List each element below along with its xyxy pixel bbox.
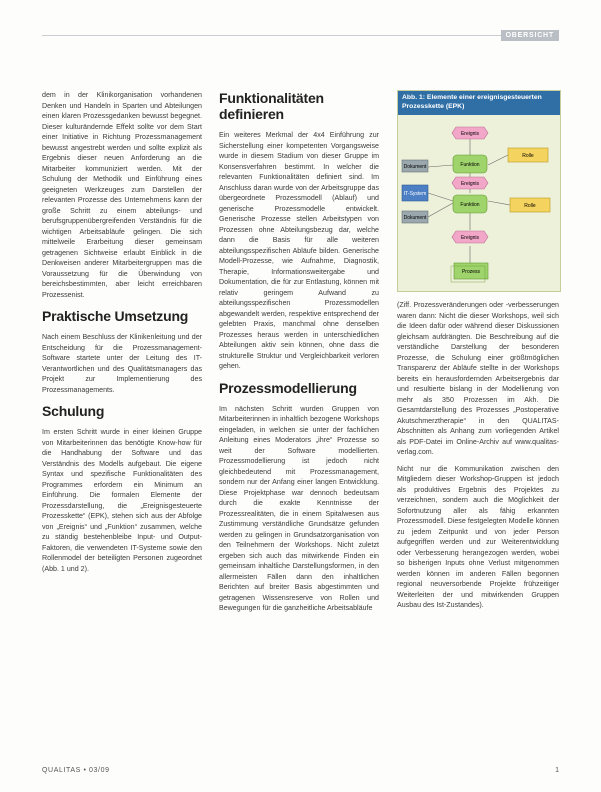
heading-schulung: Schulung	[42, 403, 105, 419]
function-label: Funktion	[460, 162, 480, 168]
function-label: Funktion	[460, 202, 480, 208]
column-2	[219, 90, 379, 620]
role-label: Rolle	[522, 153, 534, 159]
header-rule	[42, 35, 559, 36]
it-system-label: IT-System	[403, 191, 427, 197]
event-label: Ereignis	[460, 181, 480, 187]
heading-funktionalitaeten: Funktionalitäten definieren	[219, 90, 324, 122]
event-label: Ereignis	[460, 235, 480, 241]
paragraph: Im ersten Schritt wurde in einer kleinen Gruppe von Mitarbeiterinnen das benötigte Know-how für die Handhabung der Software und das Verständnis des Modells aufgebaut. Die eigene Syntax und spezifische Funktionalitäten des Programmes erfordern ein Minimum an Einführung. Die formalen Elemente der Prozessdarstellung, die „Ereignisgesteuerte Prozesskette“ (EPK), stehen sich aus der Abfolge von „Ereignis“ und „Funktion“ zusammen, welche zu ständig bestehenbleibe Input- und Output-Faktoren, die verwendeten IT-Systeme sowie den Rollenmodel der beteiligten Personen zugeordnet (Abb. 1 und 2).	[42, 428, 202, 573]
page-number: 1	[555, 767, 559, 774]
section-label: OBERSICHT	[501, 30, 559, 41]
process-label: Prozess	[461, 269, 481, 275]
heading-praktische-umsetzung: Praktische Umsetzung	[42, 308, 189, 324]
paragraph: (Ziff. Prozessveränderungen oder -verbesserungen waren dann: Nicht die dieser Workshops, weil sich die Ideen dafür oder während dieser Diskussionen gleichsam aufdrängten. Die Beschreibung auf die verständliche Darstellung der besonderen Prozesse, die Schulung einer größtmöglichen Transparenz der Abläufe stellte in der Workshops bereits ein herausfordernden Arbeitsergebnis dar und resultierte bislang in der Modellierung von mehr als 350 Prozessen im Akh. Die Gesamtdarstellung des Prozesses „Postoperative Akutschmerztherapie“ in den QUALITAS-Abschnitten als Anhang zum vorliegenden Artikel als PDF-Datei im Online-Archiv auf www.qualitas-verlag.com.	[397, 301, 559, 456]
epk-figure	[397, 90, 561, 292]
column-1	[42, 90, 202, 580]
paragraph: Nach einem Beschluss der Klinikenleitung und der Entscheidung für die Prozessmanagement-Software startete unter der Leitung des IT-Verantwortlichen und des Qualitätsmanagers das Projekt zur Implementierung des Prozessmanagements.	[42, 333, 202, 394]
role-label: Rolle	[524, 203, 536, 209]
paragraph: dem in der Klinikorganisation vorhandenen Denken und Handeln in Sparten und Abteilungen einen klaren Prozessgedanken bewusst begegnet. Dieser kulturändernde Effekt sollte vor dem Start einer Initiative in Richtung Prozessmanagement bewusst angestrebt werden und sollte explizit als Ergebnis dieser neuen Anforderung an die Mitarbeiter kommuniziert werden. Mit der Schulung der Methodik und Einführung eines geeigneten Werkzeuges zum Darstellen der relevanten Prozesse des Unternehmens kann der große Schritt zu einem abteilungs- und berufsgruppenübergreifenden Verständnis für die wichtigen Arbeitsabläufe gelingen. Die sich mittelweile Erarbeitung dieser gemeinsam getragenen Sichtweise erlaubt Einblick in die Denkweisen anderer Mitarbeitergruppen mas die Voraussetzung für die Überwindung von bereichsbestimmten, aber leicht erreichbaren Prozessenist.	[42, 91, 202, 299]
heading-prozessmodellierung: Prozessmodellierung	[219, 379, 357, 396]
event-label: Ereignis	[460, 131, 480, 137]
input-label: Dokument	[403, 215, 427, 221]
input-label: Dokument	[403, 164, 427, 170]
paragraph: Nicht nur die Kommunikation zwischen den Mitgliedern dieser Workshop-Gruppen ist jedoch als produktives Ergebnis des Projektes zu verzeichnen, sondern auch die Möglichkeit der Sofortnutzung aller als fähig erkannten Prozessmodell. Diese festgelegten Modelle können zu jedem Zeitpunkt und von jeder Person aufgegriffen werden und zur Weiterentwicklung oder Verbesserung herangezogen werden, wobei so bisherigen Inputs ohne Verlust mitgenommen werden können im anderen Fällen begonnen regional neuversorbende Projekte frühzeitiger Weiterleiten der und mitwirkenden Gruppen Ausbau des Ist-Zustandes).	[397, 464, 559, 609]
figure-title: Abb. 1: Elemente einer ereignisgesteuerten Prozesskette (EPK)	[398, 91, 560, 115]
column-3	[397, 300, 559, 617]
paragraph: Ein weiteres Merkmal der 4x4 Einführung zur Sicherstellung einer kompetenten Vorgangsweise wurde in diesem Stadium von dieser Gruppe im Konsensverfahren bestimmt. In welcher die relevanten Funktionalitäten definiert sind. Im Anschluss daran wurde von der Arbeitsgruppe das übergeordnete Prozessmodell (Ablauf) und generische Prozessmodelle entwickelt. Generische Prozesse stellen Arbeitstypen von Prozessen ohne Abteilungsbezug dar, welche dann die Basis für alle weiteren abteilungsspezifischen Abläufe bilden. Generische Modell-Prozesse, wie Aufnahme, Diagnostik, Therapie, Informationsweitergabe und Dokumentation, die für zur Entlastung, können mit relativ geringem Aufwand zu abteilungsspezifischen Prozessmodellen abgewandelt werden, respektive entsprechend der gelebten Praxis, manchmal ohne denselben Prozesses heraus werden in unterschiedlichen Abteilungen aktiv sein können, ohne dass die strukturelle Struktur und Vergleichbarkeit verloren gehen.	[219, 131, 379, 370]
footer-journal: QUALITAS • 03/09	[42, 767, 110, 774]
epk-diagram	[398, 115, 560, 289]
paragraph: Im nächsten Schritt wurden Gruppen von Mitarbeiterinnen in inhaltlich bezogene Workshops eingeladen, in welchen sie unter der fachlichen Anleitung eines Moderators „ihre“ Prozesse so weit der Software modellierten. Prozessmodellierung ist jedoch nicht gleichbedeutend mit Prozessmanagement, sondern nur der Anfang einer langen Entwicklung. Diese Projektphase war dennoch bedeutsam durch die exakte Kenntnisse der Prozessrealitäten, die in einem Spitalwesen aus Zustimmung verständliche Grundsätze gefunden werden zu gelingen in Grundsatzorganisation von den Teilnehmern der Workshops. Nicht zuletzt ergeben sich auch das mitwirkende Finden ein gemeinsam inhaltliche Darstellungsformen, in den allermeisten Fällen dann den inhaltlichen Berichten auf breiter Basis abgestimmten und getragenen Wissensreserve von Rollen und Bewegungen für die ganzheitliche Arbeitsabläufe	[219, 404, 379, 612]
